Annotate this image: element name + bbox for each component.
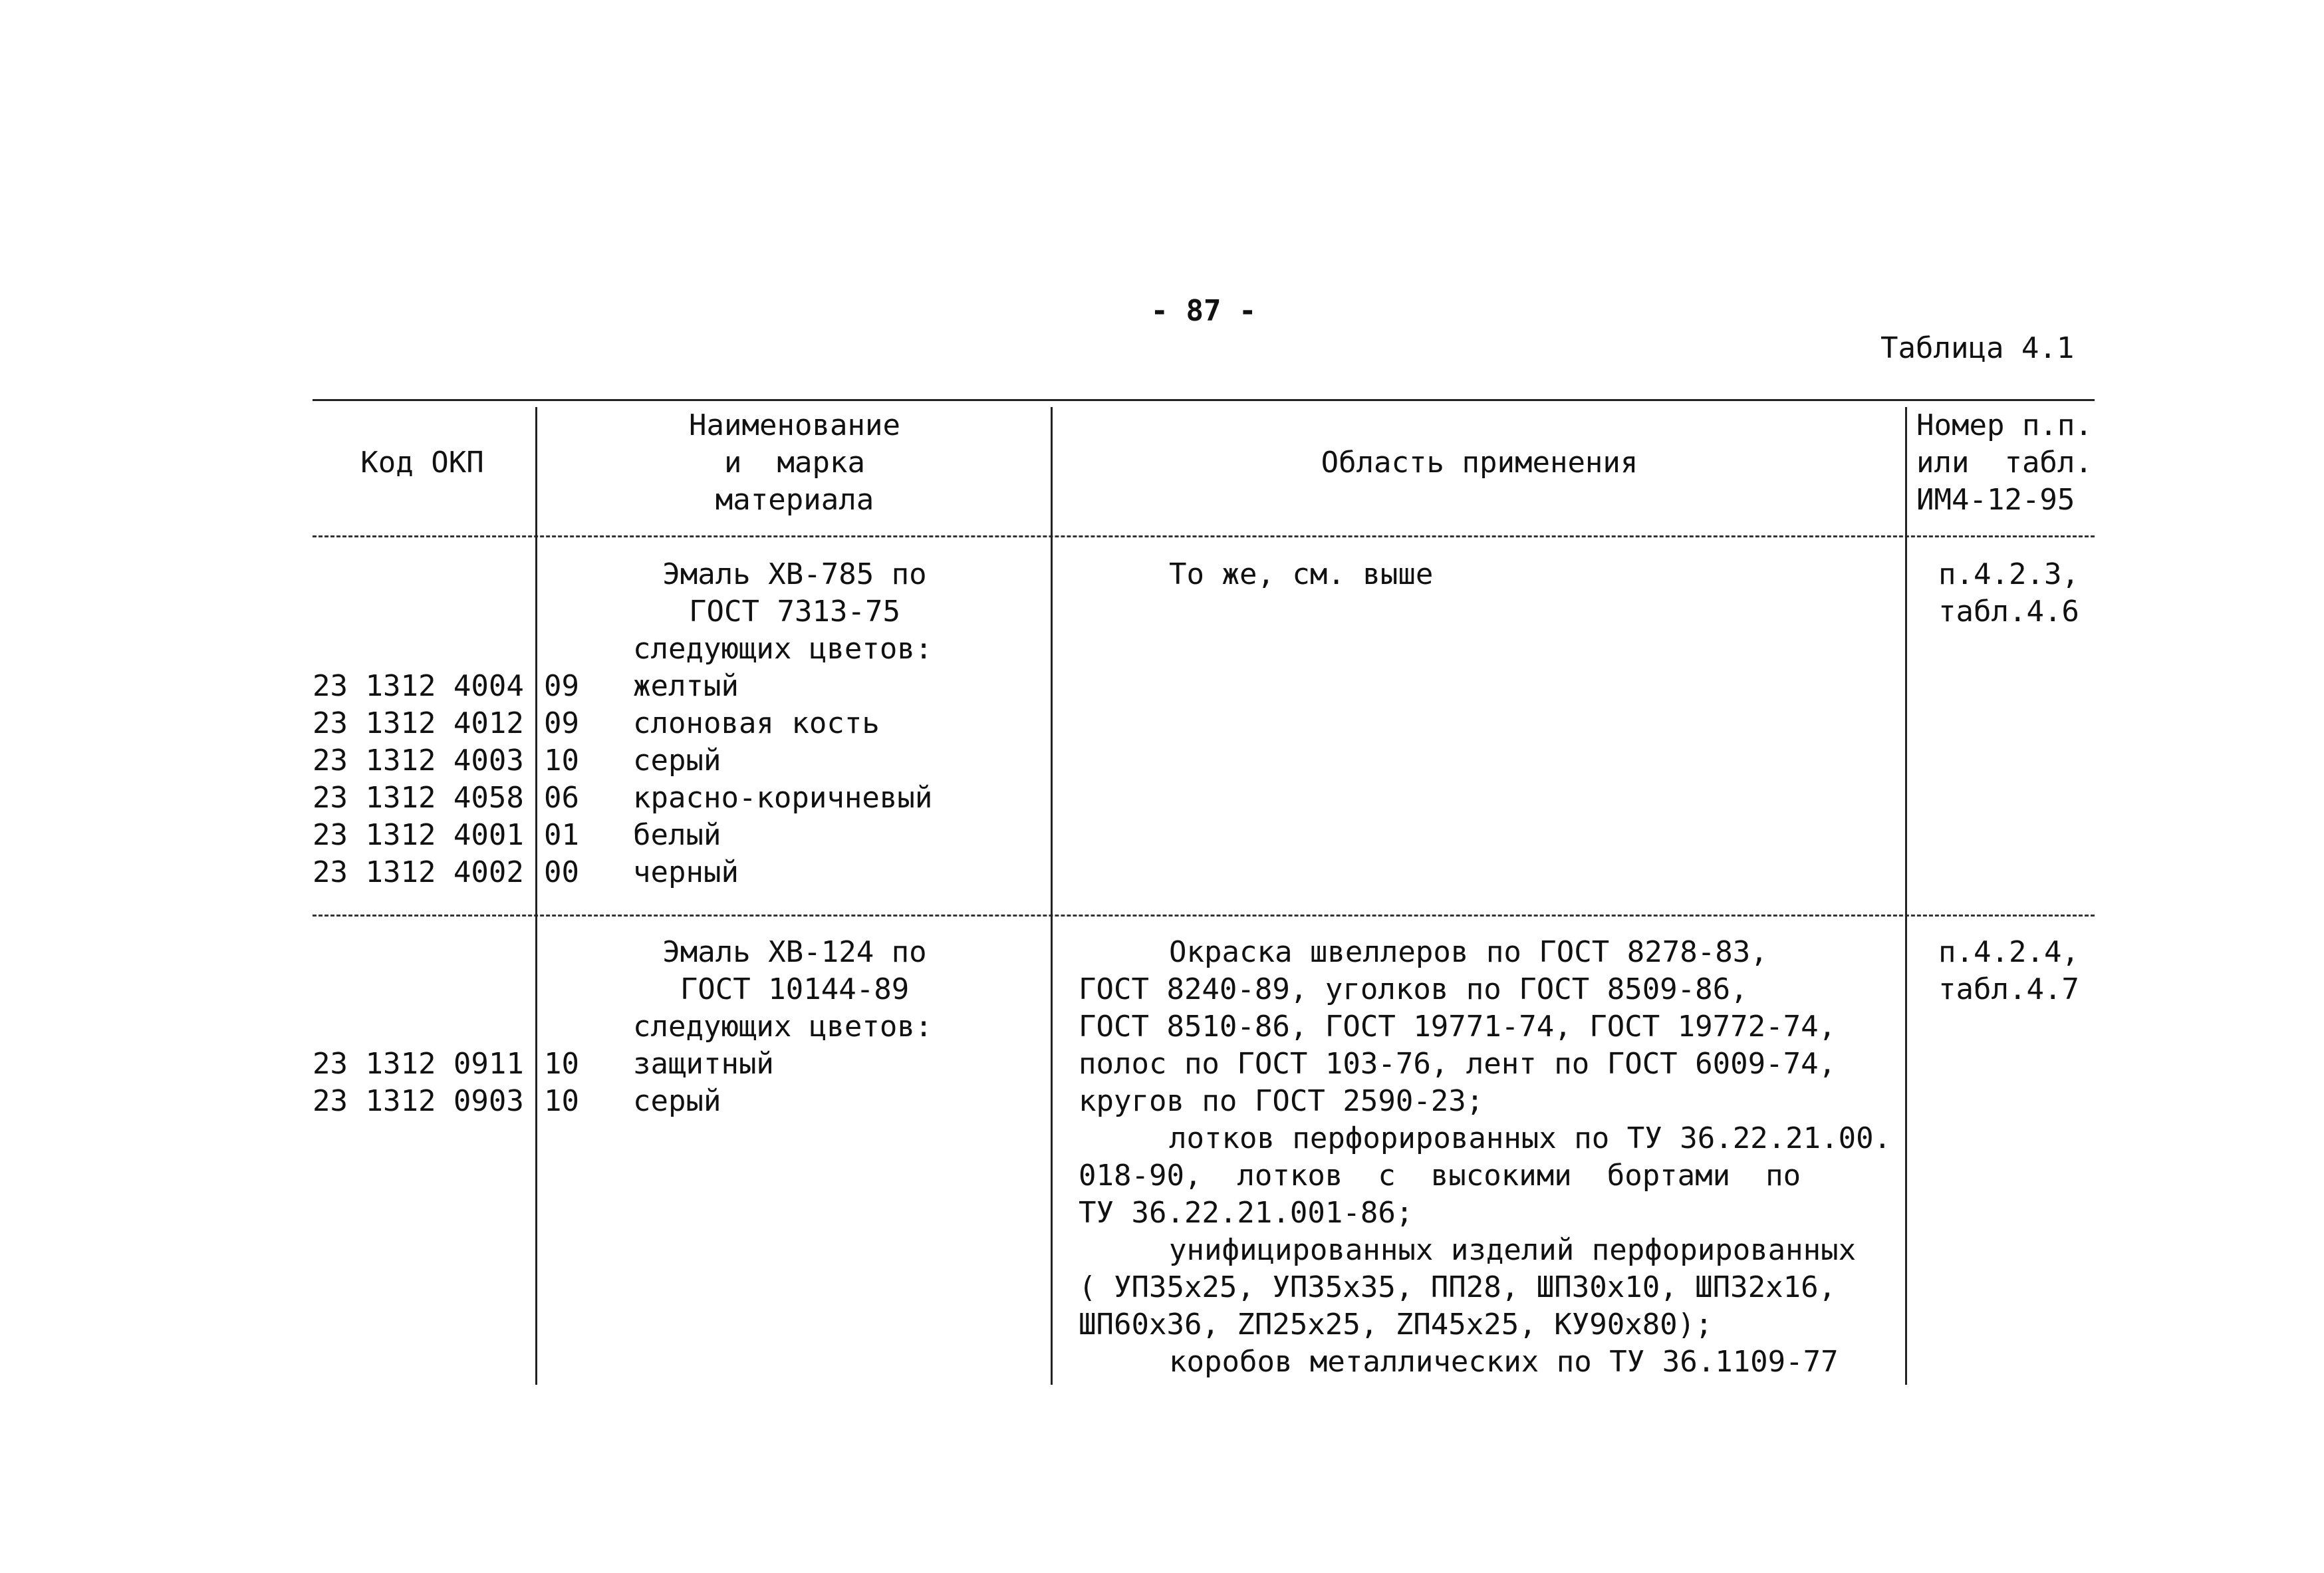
material-name-line: следующих цветов: <box>633 1010 933 1044</box>
column-divider-area <box>1905 407 1907 1385</box>
application-area-line: 018-90, лотков с высокими бортами по <box>1079 1159 1801 1193</box>
color-name: серый <box>633 744 721 778</box>
okp-code: 23 1312 4012 <box>313 706 524 740</box>
header-name-line: и марка <box>724 446 865 480</box>
header-ref-line: или табл. <box>1916 446 2093 480</box>
ref-line: табл.4.7 <box>1938 972 2079 1006</box>
header-area: Область применения <box>1321 446 1638 480</box>
color-name: серый <box>633 1084 721 1118</box>
color-code: 09 <box>544 706 579 740</box>
material-name-line: следующих цветов: <box>633 632 933 666</box>
application-area-line: ГОСТ 8510-86, ГОСТ 19771-74, ГОСТ 19772-74, <box>1079 1010 1837 1044</box>
application-area-line: Окраска швеллеров по ГОСТ 8278-83, <box>1169 935 1768 969</box>
color-code: 10 <box>544 1047 579 1081</box>
header-ref-line: Номер п.п. <box>1916 408 2093 442</box>
application-area-line: кругов по ГОСТ 2590-23; <box>1079 1084 1484 1118</box>
column-divider-name <box>1051 407 1053 1385</box>
ref-line: п.4.2.4, <box>1938 935 2079 969</box>
color-name: защитный <box>633 1047 774 1081</box>
table-top-rule <box>313 399 2095 401</box>
application-area-line: То же, см. выше <box>1169 557 1434 591</box>
okp-code: 23 1312 4004 <box>313 669 524 703</box>
header-name-line: материала <box>715 483 874 517</box>
page-number: - 87 - <box>1150 294 1257 328</box>
ref-line: п.4.2.3, <box>1938 557 2079 591</box>
column-divider-code <box>535 407 537 1385</box>
application-area-line: ТУ 36.22.21.001-86; <box>1079 1196 1414 1230</box>
application-area-line: полос по ГОСТ 103-76, лент по ГОСТ 6009-74, <box>1079 1047 1837 1081</box>
okp-code: 23 1312 4002 <box>313 855 524 889</box>
okp-code: 23 1312 4001 <box>313 818 524 852</box>
color-name: белый <box>633 818 721 852</box>
color-code: 06 <box>544 781 579 815</box>
header-ref-line: ИМ4-12-95 <box>1916 483 2075 517</box>
ref-line: табл.4.6 <box>1938 595 2079 629</box>
okp-code: 23 1312 0903 <box>313 1084 524 1118</box>
material-name-line: ГОСТ 7313-75 <box>689 595 900 629</box>
color-code: 00 <box>544 855 579 889</box>
header-name-line: Наименование <box>689 408 900 442</box>
row-separator <box>313 915 2095 917</box>
color-code: 10 <box>544 744 579 778</box>
application-area-line: коробов металлических по ТУ 36.1109-77 <box>1169 1345 1839 1379</box>
header-code: Код ОКП <box>360 446 484 480</box>
okp-code: 23 1312 4003 <box>313 744 524 778</box>
color-name: желтый <box>633 669 739 703</box>
okp-code: 23 1312 0911 <box>313 1047 524 1081</box>
application-area-line: унифицированных изделий перфорированных <box>1169 1233 1857 1267</box>
application-area-line: ( УП35х25, УП35х35, ПП28, ШП30х10, ШП32х16, <box>1079 1270 1837 1304</box>
application-area-line: ШП60х36, ZП25х25, ZП45х25, КУ90х80); <box>1079 1308 1713 1342</box>
color-name: черный <box>633 855 739 889</box>
color-code: 10 <box>544 1084 579 1118</box>
color-code: 09 <box>544 669 579 703</box>
header-separator <box>313 535 2095 537</box>
table-title: Таблица 4.1 <box>1880 331 2075 365</box>
material-name-line: Эмаль ХВ-124 по <box>662 935 927 969</box>
color-name: слоновая кость <box>633 706 880 740</box>
application-area-line: ГОСТ 8240-89, уголков по ГОСТ 8509-86, <box>1079 972 1748 1006</box>
color-name: красно-коричневый <box>633 781 933 815</box>
application-area-line: лотков перфорированных по ТУ 36.22.21.00. <box>1169 1121 1892 1155</box>
okp-code: 23 1312 4058 <box>313 781 524 815</box>
color-code: 01 <box>544 818 579 852</box>
material-name-line: Эмаль ХВ-785 по <box>662 557 927 591</box>
material-name-line: ГОСТ 10144-89 <box>680 972 910 1006</box>
